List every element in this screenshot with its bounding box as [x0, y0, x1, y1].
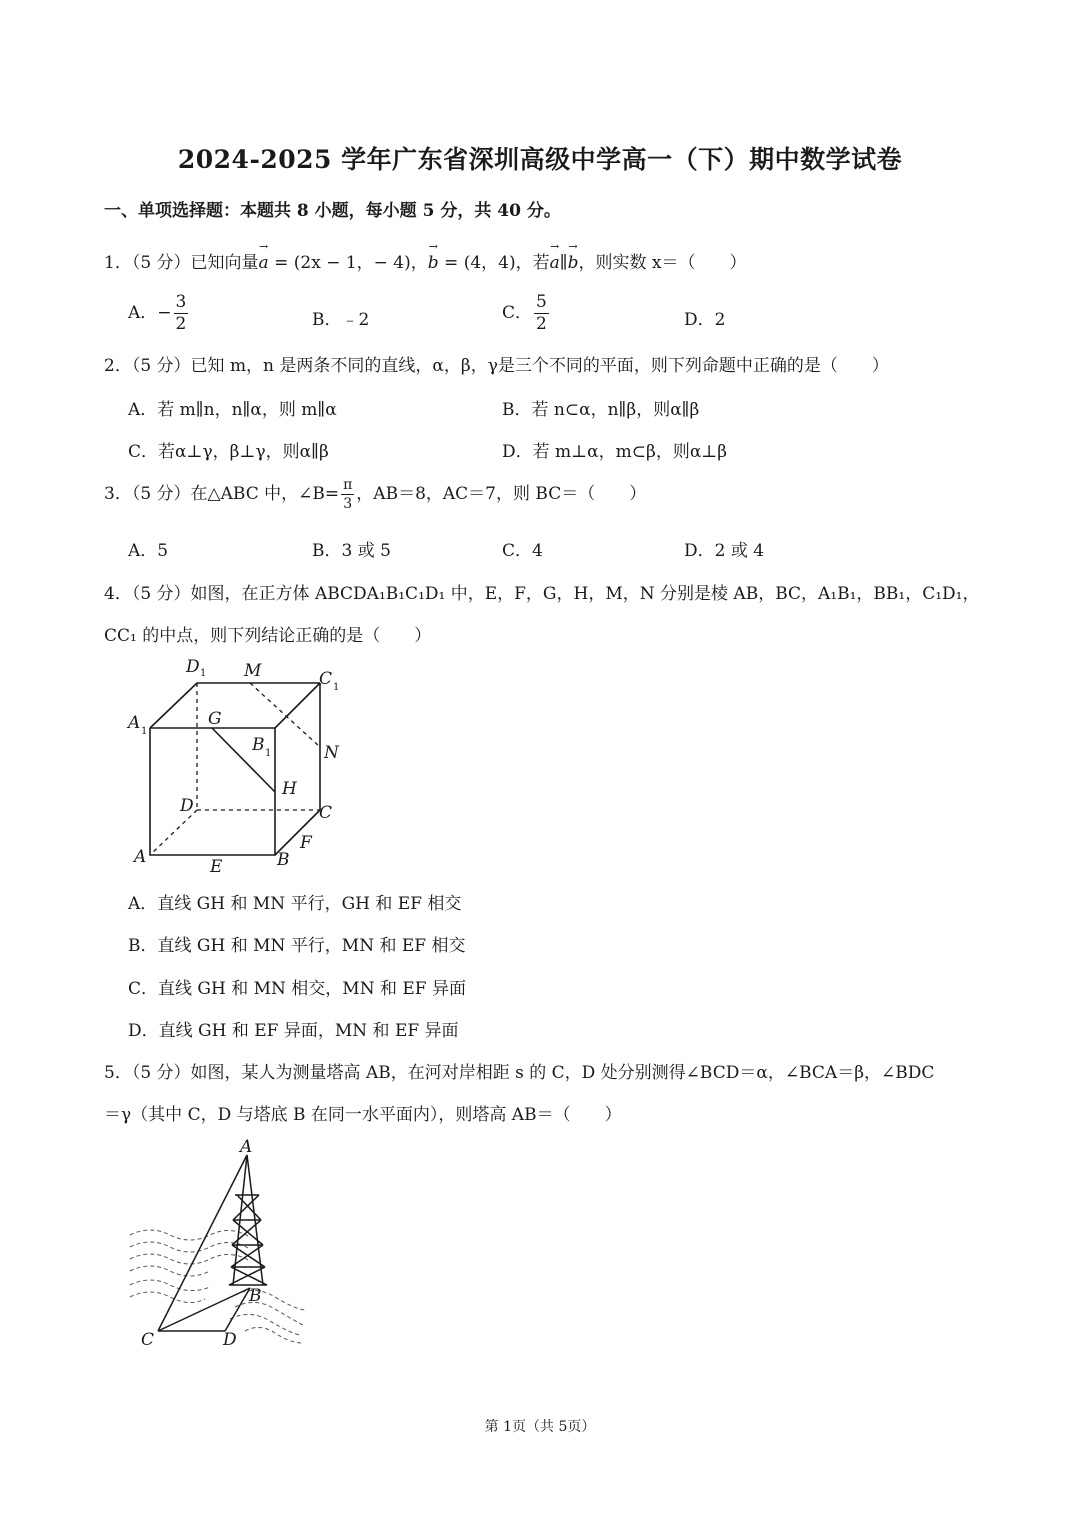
- fraction: $\frac{\pi}{3}$: [343, 477, 353, 512]
- label-c: C: [141, 1330, 155, 1350]
- question-1-option-d: D．2: [684, 310, 726, 330]
- label-b1-sub: 1: [265, 748, 272, 759]
- question-4-option-b: B．直线 GH 和 MN 平行，MN 和 EF 相交: [128, 936, 466, 956]
- label-a1-sub: 1: [141, 726, 148, 737]
- label-a1: A: [128, 713, 141, 733]
- question-2-stem: 2．（5 分）已知 m，n 是两条不同的直线，α，β，γ是三个不同的平面，则下列命题中正确的是（ ）: [104, 356, 889, 376]
- label-a: A: [134, 847, 147, 867]
- label-m: M: [244, 661, 262, 681]
- question-4-option-d: D．直线 GH 和 EF 异面，MN 和 EF 异面: [128, 1021, 459, 1041]
- label-a: A: [240, 1137, 253, 1157]
- question-4-option-a: A．直线 GH 和 MN 平行，GH 和 EF 相交: [128, 894, 462, 914]
- vector-b-cond: → b: [568, 253, 579, 273]
- label-d: D: [223, 1330, 237, 1350]
- fraction: $\frac{5}{2}$: [536, 292, 547, 334]
- question-5-stem-line1: 5．（5 分）如图，某人为测量塔高 AB，在河对岸相距 s 的 C，D 处分别测得∠BCD＝α，∠BCA＝β，∠BDC: [104, 1063, 935, 1083]
- question-1-stem: 1．（5 分）已知向量→ a = (2x − 1，− 4)，→ b = (4，4)，若→ a∥→ b，则实数 x＝（ ）: [104, 248, 746, 273]
- label-c1-sub: 1: [333, 682, 340, 693]
- label-b: B: [277, 850, 290, 870]
- label-h: H: [282, 779, 297, 799]
- vector-a: → a: [259, 253, 269, 273]
- vector-a-cond: → a: [550, 253, 560, 273]
- section-heading: 一、单项选择题：本题共 8 小题，每小题 5 分，共 40 分。: [104, 201, 561, 221]
- label-c: C: [319, 803, 333, 823]
- label-f: F: [300, 833, 312, 853]
- fraction: $\frac{3}{2}$: [175, 292, 187, 334]
- question-2-option-b: B．若 n⊂α，n∥β，则α∥β: [502, 400, 700, 420]
- question-3-option-b: B．3 或 5: [312, 541, 391, 561]
- page-footer: 第 1页（共 5页）: [484, 1419, 596, 1435]
- question-4-option-c: C．直线 GH 和 MN 相交，MN 和 EF 异面: [128, 979, 467, 999]
- question-2-option-c: C．若α⊥γ，β⊥γ，则α∥β: [128, 442, 329, 462]
- cube-figure: [120, 650, 360, 880]
- question-2-option-d: D．若 m⊥α，m⊂β，则α⊥β: [502, 442, 728, 462]
- question-2-option-a: A．若 m∥n，n∥α，则 m∥α: [128, 400, 337, 420]
- label-e: E: [210, 857, 223, 877]
- question-1-option-c: C． $\frac{5}{2}$: [502, 292, 547, 334]
- label-b: B: [249, 1286, 262, 1306]
- question-3-stem: 3．（5 分）在△ABC 中，∠B= $\frac{\pi}{3}$ ，AB＝8，AC＝7，则 BC＝（ ）: [104, 477, 647, 512]
- label-d1: D: [186, 657, 200, 677]
- question-4-stem-line1: 4．（5 分）如图，在正方体 ABCDA₁B₁C₁D₁ 中，E，F，G，H，M，N 分别是棱 AB，BC，A₁B₁，BB₁，C₁D₁，: [104, 584, 980, 604]
- question-3-option-c: C．4: [502, 541, 543, 561]
- label-d1-sub: 1: [200, 668, 207, 679]
- label-g: G: [208, 709, 222, 729]
- question-1-option-a: A．− $\frac{3}{2}$: [128, 292, 187, 334]
- question-1-option-b: B．﹣2: [312, 310, 370, 330]
- label-c1: C: [319, 669, 333, 689]
- question-4-stem-line2: CC₁ 的中点，则下列结论正确的是（ ）: [104, 626, 432, 646]
- vector-b: → b: [428, 253, 439, 273]
- label-d: D: [180, 796, 194, 816]
- question-3-option-a: A．5: [128, 541, 169, 561]
- label-n: N: [324, 743, 339, 763]
- tower-figure: [125, 1135, 315, 1355]
- question-5-stem-line2: ＝γ（其中 C，D 与塔底 B 在同一水平面内），则塔高 AB＝（ ）: [104, 1105, 622, 1125]
- label-b1: B: [252, 735, 265, 755]
- page-title: 2024-2025 学年广东省深圳高级中学高一（下）期中数学试卷: [177, 145, 903, 174]
- question-3-option-d: D．2 或 4: [684, 541, 765, 561]
